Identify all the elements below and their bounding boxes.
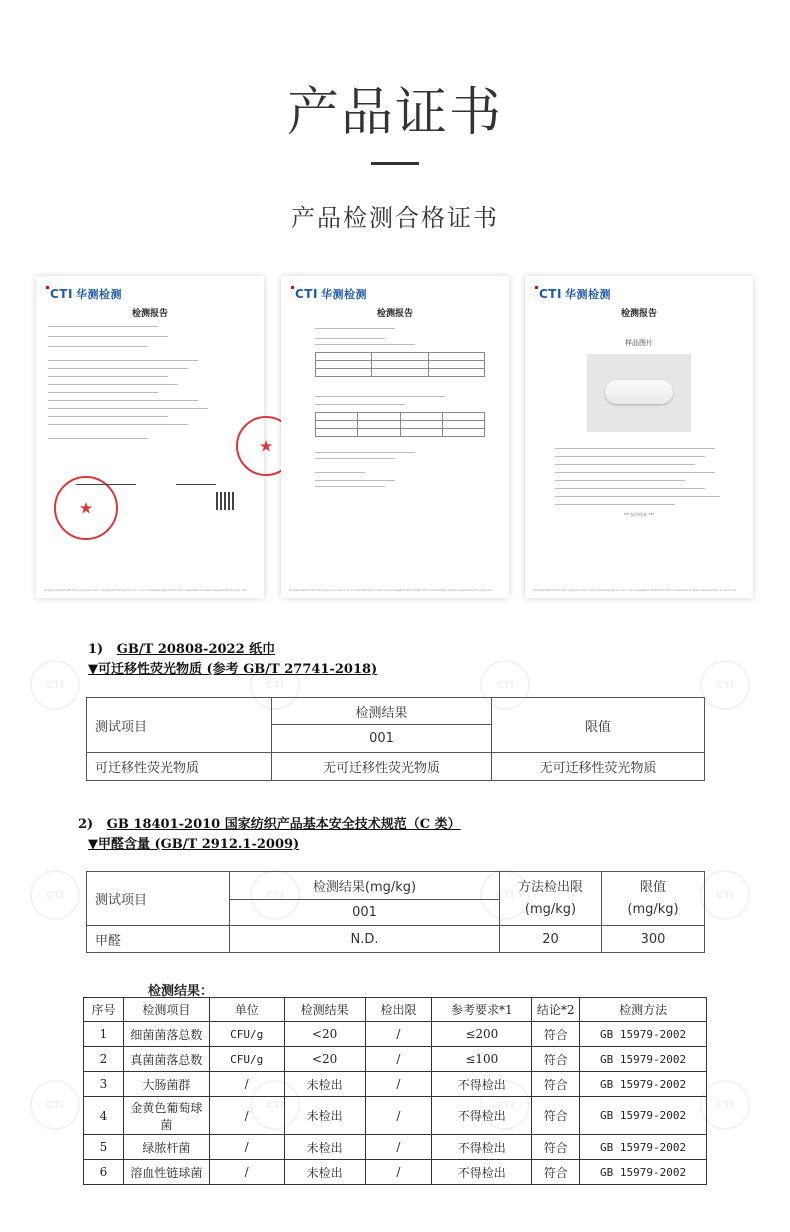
red-seal-stamp: ★	[54, 476, 118, 540]
qr-code	[216, 492, 234, 510]
table-cell: CFU/g	[209, 1022, 284, 1047]
table-cell: /	[365, 1160, 432, 1185]
cti-watermark: CTI	[480, 660, 530, 710]
table-cell: 3	[84, 1072, 124, 1097]
table-cell: 符合	[532, 1047, 580, 1072]
table-cell: GB 15979-2002	[580, 1135, 707, 1160]
cti-watermark: CTI	[30, 870, 80, 920]
page-subtitle: 产品检测合格证书	[291, 204, 499, 232]
row-item: 甲醛	[87, 926, 230, 953]
cti-watermark: CTI	[480, 870, 530, 920]
page-title: 产品证书	[286, 83, 503, 143]
row-limit: 300	[602, 926, 705, 953]
table-cell: 结论*2	[532, 998, 580, 1022]
table-cell: 真菌菌落总数	[123, 1047, 209, 1072]
table-cell: 符合	[532, 1097, 580, 1135]
sample-photo	[587, 354, 691, 432]
table-cell: GB 15979-2002	[580, 1072, 707, 1097]
table-cell: <20	[284, 1022, 365, 1047]
table-cell: 绿脓杆菌	[123, 1135, 209, 1160]
report-page-2[interactable]: CTI 华测检测 检测报告 Hotline:400-6788-333 www.cti-cert.com E-mail:info@cti-cert.com Complaint:400-6788-333 Complaint E-mail:complaint@cti-cert.com	[281, 276, 509, 598]
row-item: 可迁移性荧光物质	[87, 753, 272, 781]
table-cell: 2	[84, 1047, 124, 1072]
col-test-item: 测试项目	[87, 698, 272, 753]
table-cell: 符合	[532, 1072, 580, 1097]
table-cell: 检测项目	[123, 998, 209, 1022]
table-cell: 金黄色葡萄球菌	[123, 1097, 209, 1135]
table-row	[84, 1047, 707, 1072]
table-header-row	[84, 998, 707, 1022]
table-cell: 符合	[532, 1022, 580, 1047]
sample-id: 001	[272, 725, 492, 753]
table-cell: 5	[84, 1135, 124, 1160]
table-cell: /	[365, 1022, 432, 1047]
table-cell: 1	[84, 1022, 124, 1047]
table-row	[84, 1160, 707, 1185]
col-limit: 限值	[492, 698, 705, 753]
col-detection-limit: 方法检出限 (mg/kg)	[500, 872, 602, 926]
table-cell: 单位	[209, 998, 284, 1022]
table-cell: 不得检出	[432, 1135, 532, 1160]
table-cell: /	[209, 1097, 284, 1135]
table-cell: 不得检出	[432, 1072, 532, 1097]
cti-watermark: CTI	[250, 660, 300, 710]
tissue-roll-image	[605, 380, 673, 404]
sample-id: 001	[230, 900, 500, 926]
table-cell: GB 15979-2002	[580, 1022, 707, 1047]
cti-watermark: CTI	[30, 1080, 80, 1130]
table-cell: 不得检出	[432, 1097, 532, 1135]
row-detection-limit: 20	[500, 926, 602, 953]
table-cell: 序号	[84, 998, 124, 1022]
table-cell: /	[365, 1097, 432, 1135]
table-cell: 4	[84, 1097, 124, 1135]
signature	[76, 484, 136, 485]
section-1-heading: 1) GB/T 20808-2022 纸巾	[88, 642, 276, 657]
col-test-item: 测试项目	[87, 872, 230, 926]
cti-watermark: CTI	[700, 660, 750, 710]
fluorescence-table	[86, 697, 705, 781]
signature	[176, 484, 216, 485]
table-row	[84, 1072, 707, 1097]
results-label: 检测结果：	[148, 984, 214, 999]
table-cell: 未检出	[284, 1160, 365, 1185]
table-cell: /	[365, 1047, 432, 1072]
table-cell: /	[365, 1135, 432, 1160]
table-cell: 溶血性链球菌	[123, 1160, 209, 1185]
cti-watermark: CTI	[250, 1080, 300, 1130]
formaldehyde-table	[86, 871, 705, 953]
table-cell: 细菌菌落总数	[123, 1022, 209, 1047]
report-end-mark: *** 报告结束 ***	[623, 512, 655, 517]
report-heading: 检测报告	[376, 309, 413, 319]
section-1-subheading: ▼可迁移性荧光物质 (参考 GB/T 27741-2018)	[88, 662, 378, 677]
cti-watermark: CTI	[480, 1080, 530, 1130]
table-cell: 大肠菌群	[123, 1072, 209, 1097]
section-2-heading: 2) GB 18401-2010 国家纺织产品基本安全技术规范（C 类）	[78, 817, 461, 832]
table-cell: /	[209, 1135, 284, 1160]
table-cell: /	[209, 1160, 284, 1185]
table-cell: ≤100	[432, 1047, 532, 1072]
table-row	[84, 1022, 707, 1047]
col-limit: 限值 (mg/kg)	[602, 872, 705, 926]
table-cell: ≤200	[432, 1022, 532, 1047]
cti-watermark: CTI	[30, 660, 80, 710]
table-cell: /	[209, 1072, 284, 1097]
row-limit: 无可迁移性荧光物质	[492, 753, 705, 781]
table-row	[84, 1097, 707, 1135]
table-cell: 未检出	[284, 1072, 365, 1097]
table-cell: 符合	[532, 1135, 580, 1160]
table-cell: 符合	[532, 1160, 580, 1185]
cti-logo: CTI 华测检测	[535, 286, 611, 302]
table-cell: 检出限	[365, 998, 432, 1022]
sample-photo-label: 样品图片	[625, 339, 653, 347]
table-cell: CFU/g	[209, 1047, 284, 1072]
table-cell: GB 15979-2002	[580, 1160, 707, 1185]
table-cell: 不得检出	[432, 1160, 532, 1185]
row-result: N.D.	[230, 926, 500, 953]
row-result: 无可迁移性荧光物质	[272, 753, 492, 781]
col-result: 检测结果	[272, 698, 492, 725]
red-seal-stamp: ★	[236, 416, 296, 476]
table-cell: GB 15979-2002	[580, 1097, 707, 1135]
table-cell: 检测结果	[284, 998, 365, 1022]
report-page-1[interactable]: CTI 华测检测 检测报告 ★ ★ Hotline:400-6788-333 www.cti-cert.com E-mail:info@cti-cert.com Complaint:400-6788-333 Complaint E-mail:complaint@cti-cert.com	[36, 276, 264, 598]
table-cell: /	[365, 1072, 432, 1097]
table-cell: 未检出	[284, 1135, 365, 1160]
table-cell: <20	[284, 1047, 365, 1072]
cti-logo: CTI 华测检测	[291, 286, 367, 302]
cti-watermark: CTI	[700, 1080, 750, 1130]
table-row	[84, 1135, 707, 1160]
title-divider	[371, 162, 419, 165]
table-cell: GB 15979-2002	[580, 1047, 707, 1072]
table-cell: 未检出	[284, 1097, 365, 1135]
table-cell: 检测方法	[580, 998, 707, 1022]
cti-watermark: CTI	[700, 870, 750, 920]
table-cell: 6	[84, 1160, 124, 1185]
cti-watermark: CTI	[250, 870, 300, 920]
table-cell: 参考要求*1	[432, 998, 532, 1022]
cti-logo: CTI 华测检测	[46, 286, 122, 302]
col-result: 检测结果(mg/kg)	[230, 872, 500, 900]
microbiology-table	[83, 997, 707, 1185]
report-heading: 检测报告	[620, 309, 657, 319]
report-heading: 检测报告	[131, 309, 168, 319]
section-2-subheading: ▼甲醛含量 (GB/T 2912.1-2009)	[88, 837, 300, 852]
report-page-3[interactable]: CTI 华测检测 检测报告 样品图片 *** 报告结束 *** Hotline:400-6788-333 www.cti-cert.com E-mail:info@cti-cert.com Complaint:400-6788-333 Complaint E-mail:complaint@cti-cert.com	[525, 276, 753, 598]
